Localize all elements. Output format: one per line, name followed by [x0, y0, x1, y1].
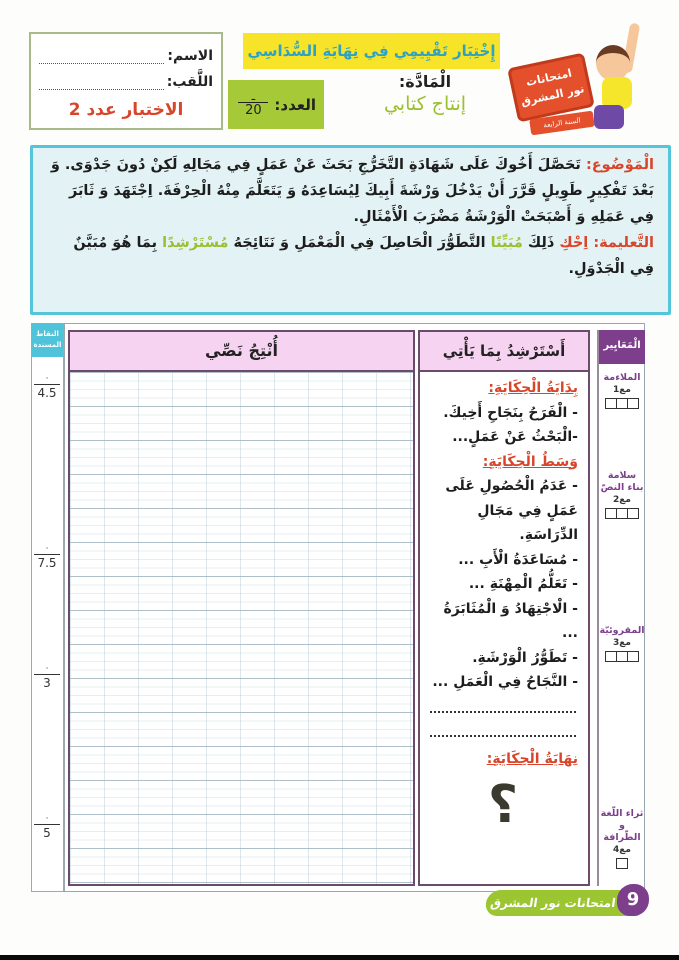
criteria-header: الْمَعَايِير: [599, 330, 645, 364]
subject-block: [340, 72, 510, 115]
criterion-mark: مع2: [613, 495, 631, 505]
topic-box: [30, 145, 671, 315]
criterion-boxes: [599, 398, 645, 409]
topic-text: تَحَصَّلَ أَخُوكَ عَلَى شَهَادَةِ التَّخَرُّجِ بَحَثَ عَنْ عَمَلٍ فِي مَجَالِهِ لَكِنْ دُونَ جَدْوَى. وَ بَعْدَ تَفْكِيرٍ طَوِيلٍ قَرَّرَ أَنْ يَدْخُلَ وَرْشَةَ أَبِيكَ لِيُسَاعِدَهُ وَ يَتَعَلَّمَ مِنْهُ الْحِرْفَةَ. اِجْتَهَدَ وَ ثَابَرَ فِي عَمَلِهِ وَ أَصْبَحَتْ الْوَرْشَةُ مَضْرَبَ الْأَمْثَالِ.: [50, 157, 654, 225]
check-box[interactable]: [627, 398, 639, 409]
check-box[interactable]: [616, 651, 628, 662]
guide-item: -الْبَحْثُ عَنْ عَمَلٍ...: [452, 429, 578, 445]
instruction-text-2: التَّطَوُّرَ الْحَاصِلَ فِي الْمَعْمَلِ وَ نَتَائِجَهُ: [233, 235, 486, 251]
subject-value: إنتاج كتابي: [383, 93, 467, 115]
logo-ribbon: السنة الرابعة: [529, 111, 595, 136]
criterion: [599, 625, 645, 662]
criterion-boxes: [599, 858, 645, 869]
check-box[interactable]: [605, 508, 617, 519]
guide-item: - النَّجَاحُ فِي الْعَمَلِ ...: [432, 674, 578, 690]
guide-item: عَمَلٍ فِي مَجَالِ الدِّرَاسَةِ.: [477, 502, 578, 543]
score-numerator: ـ: [251, 89, 256, 103]
criterion-name: الملاءمة: [603, 372, 641, 383]
name-field[interactable]: [39, 50, 164, 64]
criterion-boxes: [599, 508, 645, 519]
criterion-name: المقروئيّة: [599, 625, 645, 636]
score-label: العدد:: [274, 95, 316, 114]
score-box: [228, 80, 324, 129]
points-score: ·: [45, 814, 49, 824]
guide-item: - تَعَلُّمُ الْمِهْنَةِ ...: [468, 576, 578, 592]
check-box[interactable]: [605, 651, 617, 662]
guide-item: - عَدَمُ الْحُصُولِ عَلَى: [445, 478, 578, 494]
points-max: 4.5: [37, 386, 57, 400]
points-item: [32, 814, 62, 841]
kid-head-illustration: [596, 45, 630, 81]
points-item: [32, 664, 62, 691]
points-column: [31, 323, 64, 892]
points-score: ·: [45, 664, 49, 674]
check-box[interactable]: [627, 651, 639, 662]
check-box[interactable]: [627, 508, 639, 519]
guide-item: - الْاجْتِهَادُ وَ الْمُثَابَرَةُ ...: [443, 600, 578, 641]
question-mark-icon: ؟: [487, 775, 519, 835]
beginning-title: بِدَايَةُ الْحِكَايَةِ:: [488, 380, 578, 396]
criterion-name: سلامة بناء النصّ: [600, 470, 644, 493]
writing-area: [68, 330, 415, 886]
guide-item: - تَطَوُّرُ الْوَرْشَةِ.: [472, 649, 578, 666]
bottom-edge: [0, 955, 679, 960]
subject-label: الْمَادَّة:: [398, 72, 452, 91]
points-max: 3: [43, 676, 51, 690]
middle-title: وَسَطُ الْحِكَايَةِ:: [482, 453, 578, 470]
score-denominator: 20: [245, 103, 262, 118]
logo-line-1: امتحانات: [524, 66, 573, 89]
criterion: [599, 808, 645, 869]
surname-row: [39, 64, 213, 90]
brand-logo: [508, 15, 648, 140]
instruction-label: التَّعليمة:: [593, 235, 654, 251]
criterion: [599, 470, 645, 519]
page-number: 9: [617, 884, 649, 916]
footer-brand: امتحانات نور المشرق: [484, 890, 644, 916]
points-score: ·: [45, 374, 49, 384]
check-box[interactable]: [605, 398, 617, 409]
logo-line-2: نور المشرق: [519, 82, 586, 109]
lined-writing-grid[interactable]: [70, 372, 413, 884]
criterion-mark: مع3: [613, 638, 631, 648]
criterion-mark: مع1: [613, 385, 631, 395]
points-item: [32, 544, 62, 571]
instruction-keyword-2: مُسْتَرْشِدًا: [162, 235, 229, 251]
guide-item: - الْفَرَحُ بِنَجَاحِ أَخِيكَ.: [443, 404, 578, 421]
instruction-keyword-1: مُبَيِّنًا: [490, 235, 523, 251]
kid-legs-illustration: [594, 105, 624, 129]
dotted-line: [430, 723, 576, 737]
points-max: 7.5: [37, 556, 57, 570]
name-label: الاسم:: [167, 48, 213, 64]
exam-number: الاختبار عدد 2: [68, 100, 184, 120]
guide-item: - مُسَاعَدَةُ الْأَبِ ...: [458, 551, 578, 568]
exam-title: إِخْتِبَار تَقْيِيمِي فِي نِهَايَةِ السُّدَاسِي: [243, 33, 500, 69]
topic-label: الْمَوْضُوع:: [585, 157, 654, 173]
check-box[interactable]: [616, 508, 628, 519]
check-box[interactable]: [616, 398, 628, 409]
criteria-column: [597, 330, 645, 886]
points-item: [32, 374, 62, 401]
surname-label: اللَّقب:: [166, 74, 213, 90]
criterion-boxes: [599, 651, 645, 662]
points-header: النقاط المسندة: [32, 324, 63, 357]
criterion: [599, 372, 645, 409]
guide-body: [420, 372, 588, 835]
dotted-line: [430, 699, 576, 713]
score-fraction: [238, 90, 268, 119]
check-box[interactable]: [616, 858, 628, 869]
criterion-mark: مع4: [613, 845, 631, 855]
guide-header: أَسْتَرْشِدُ بِمَا يَأْتِي: [420, 332, 588, 372]
surname-field[interactable]: [39, 76, 164, 90]
student-info-box: [29, 32, 223, 130]
instruction-text-1: ذَلِكَ: [527, 235, 555, 251]
end-title: نِهَايَةُ الْحِكَايَةِ:: [486, 750, 578, 767]
guide-column: [418, 330, 590, 886]
name-row: [39, 38, 213, 64]
writing-header: أُنْتِجُ نَصِّي: [70, 332, 413, 372]
points-score: ·: [45, 544, 49, 554]
criterion-name: ثراء اللّغة و الطّرافة: [600, 808, 644, 843]
points-max: 5: [43, 826, 51, 840]
instruction-verb: اِحْكِ: [559, 235, 589, 251]
instruction-text-3: بِمَا هُوَ مُبَيَّنٌ فِي الْجَدْوَلِ.: [73, 235, 654, 277]
